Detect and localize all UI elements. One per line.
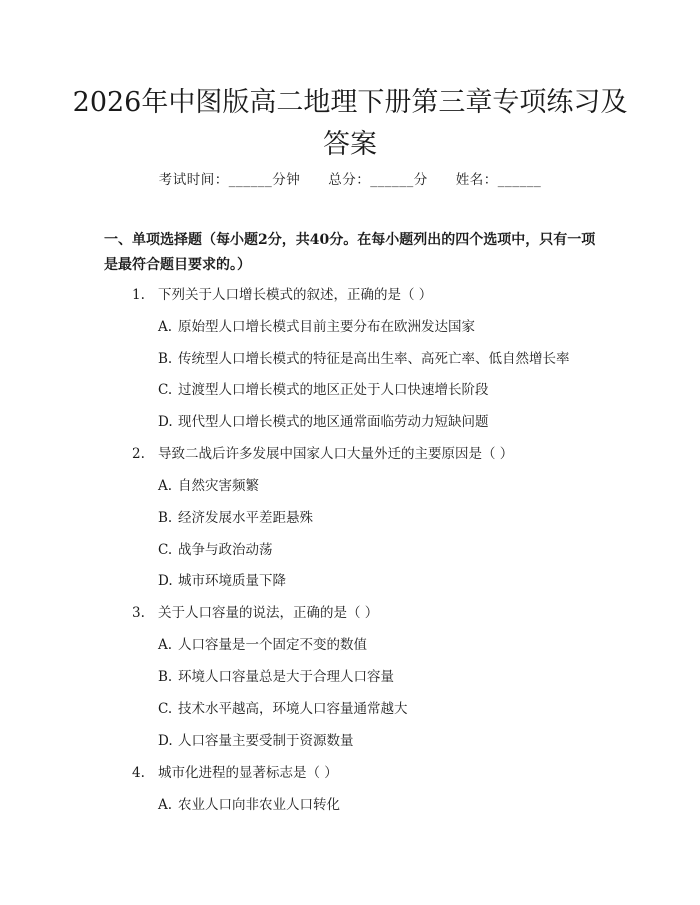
question-number: 1. (132, 287, 145, 303)
option-label: C. (158, 701, 173, 717)
option-text: 过渡型人口增长模式的地区正处于人口快速增长阶段 (178, 382, 489, 398)
option-text: 现代型人口增长模式的地区通常面临劳动力短缺问题 (178, 414, 489, 430)
question-4 (132, 761, 338, 781)
student-name: 姓名：______ (455, 172, 542, 188)
option-label: B. (158, 510, 173, 526)
option-label: A. (158, 478, 173, 494)
option-2a (158, 474, 259, 494)
option-text: 原始型人口增长模式目前主要分布在欧洲发达国家 (178, 319, 475, 335)
option-label: B. (158, 669, 173, 685)
question-number: 3. (132, 605, 145, 621)
option-text: 环境人口容量总是大于合理人口容量 (178, 669, 394, 685)
option-label: D. (158, 573, 173, 589)
question-text: 导致二战后许多发展中国家人口大量外迁的主要原因是（ ） (158, 446, 514, 462)
option-label: A. (158, 637, 173, 653)
option-label: D. (158, 733, 173, 749)
document-title: 2026年中图版高二地理下册第三章专项练习及答案 (72, 87, 628, 160)
question-3 (132, 601, 378, 621)
option-1c (158, 378, 489, 398)
option-text: 自然灾害频繁 (178, 478, 259, 494)
option-label: C. (158, 382, 173, 398)
option-4a (158, 793, 340, 813)
section-heading: 一、单项选择题（每小题2分，共40分。在每小题列出的四个选项中，只有一项是最符合题目要求的。） (104, 232, 596, 273)
option-1b (158, 347, 570, 367)
option-label: D. (158, 414, 173, 430)
option-3d (158, 729, 354, 749)
option-text: 传统型人口增长模式的特征是高出生率、高死亡率、低自然增长率 (178, 351, 570, 367)
option-1d (158, 410, 489, 430)
option-label: A. (158, 797, 173, 813)
option-3c (158, 697, 408, 717)
option-text: 人口容量主要受制于资源数量 (178, 733, 354, 749)
option-text: 经济发展水平差距悬殊 (178, 510, 313, 526)
question-text: 城市化进程的显著标志是（ ） (158, 765, 338, 781)
total-score: 总分：______分 (328, 172, 428, 188)
option-text: 人口容量是一个固定不变的数值 (178, 637, 367, 653)
option-3b (158, 665, 394, 685)
question-number: 4. (132, 765, 145, 781)
option-text: 农业人口向非农业人口转化 (178, 797, 340, 813)
question-text: 关于人口容量的说法，正确的是（ ） (158, 605, 379, 621)
option-label: B. (158, 351, 173, 367)
option-1a (158, 315, 475, 335)
question-2 (132, 442, 513, 462)
option-2b (158, 506, 313, 526)
option-3a (158, 633, 367, 653)
question-1 (132, 283, 432, 303)
option-label: A. (158, 319, 173, 335)
option-text: 技术水平越高，环境人口容量通常越大 (178, 701, 408, 717)
option-2d (158, 569, 286, 589)
option-label: C. (158, 542, 173, 558)
option-2c (158, 538, 273, 558)
question-text: 下列关于人口增长模式的叙述，正确的是（ ） (158, 287, 433, 303)
exam-meta (0, 168, 700, 188)
exam-time: 考试时间：______分钟 (158, 172, 301, 188)
option-text: 战争与政治动荡 (178, 542, 273, 558)
option-text: 城市环境质量下降 (178, 573, 286, 589)
question-number: 2. (132, 446, 145, 462)
